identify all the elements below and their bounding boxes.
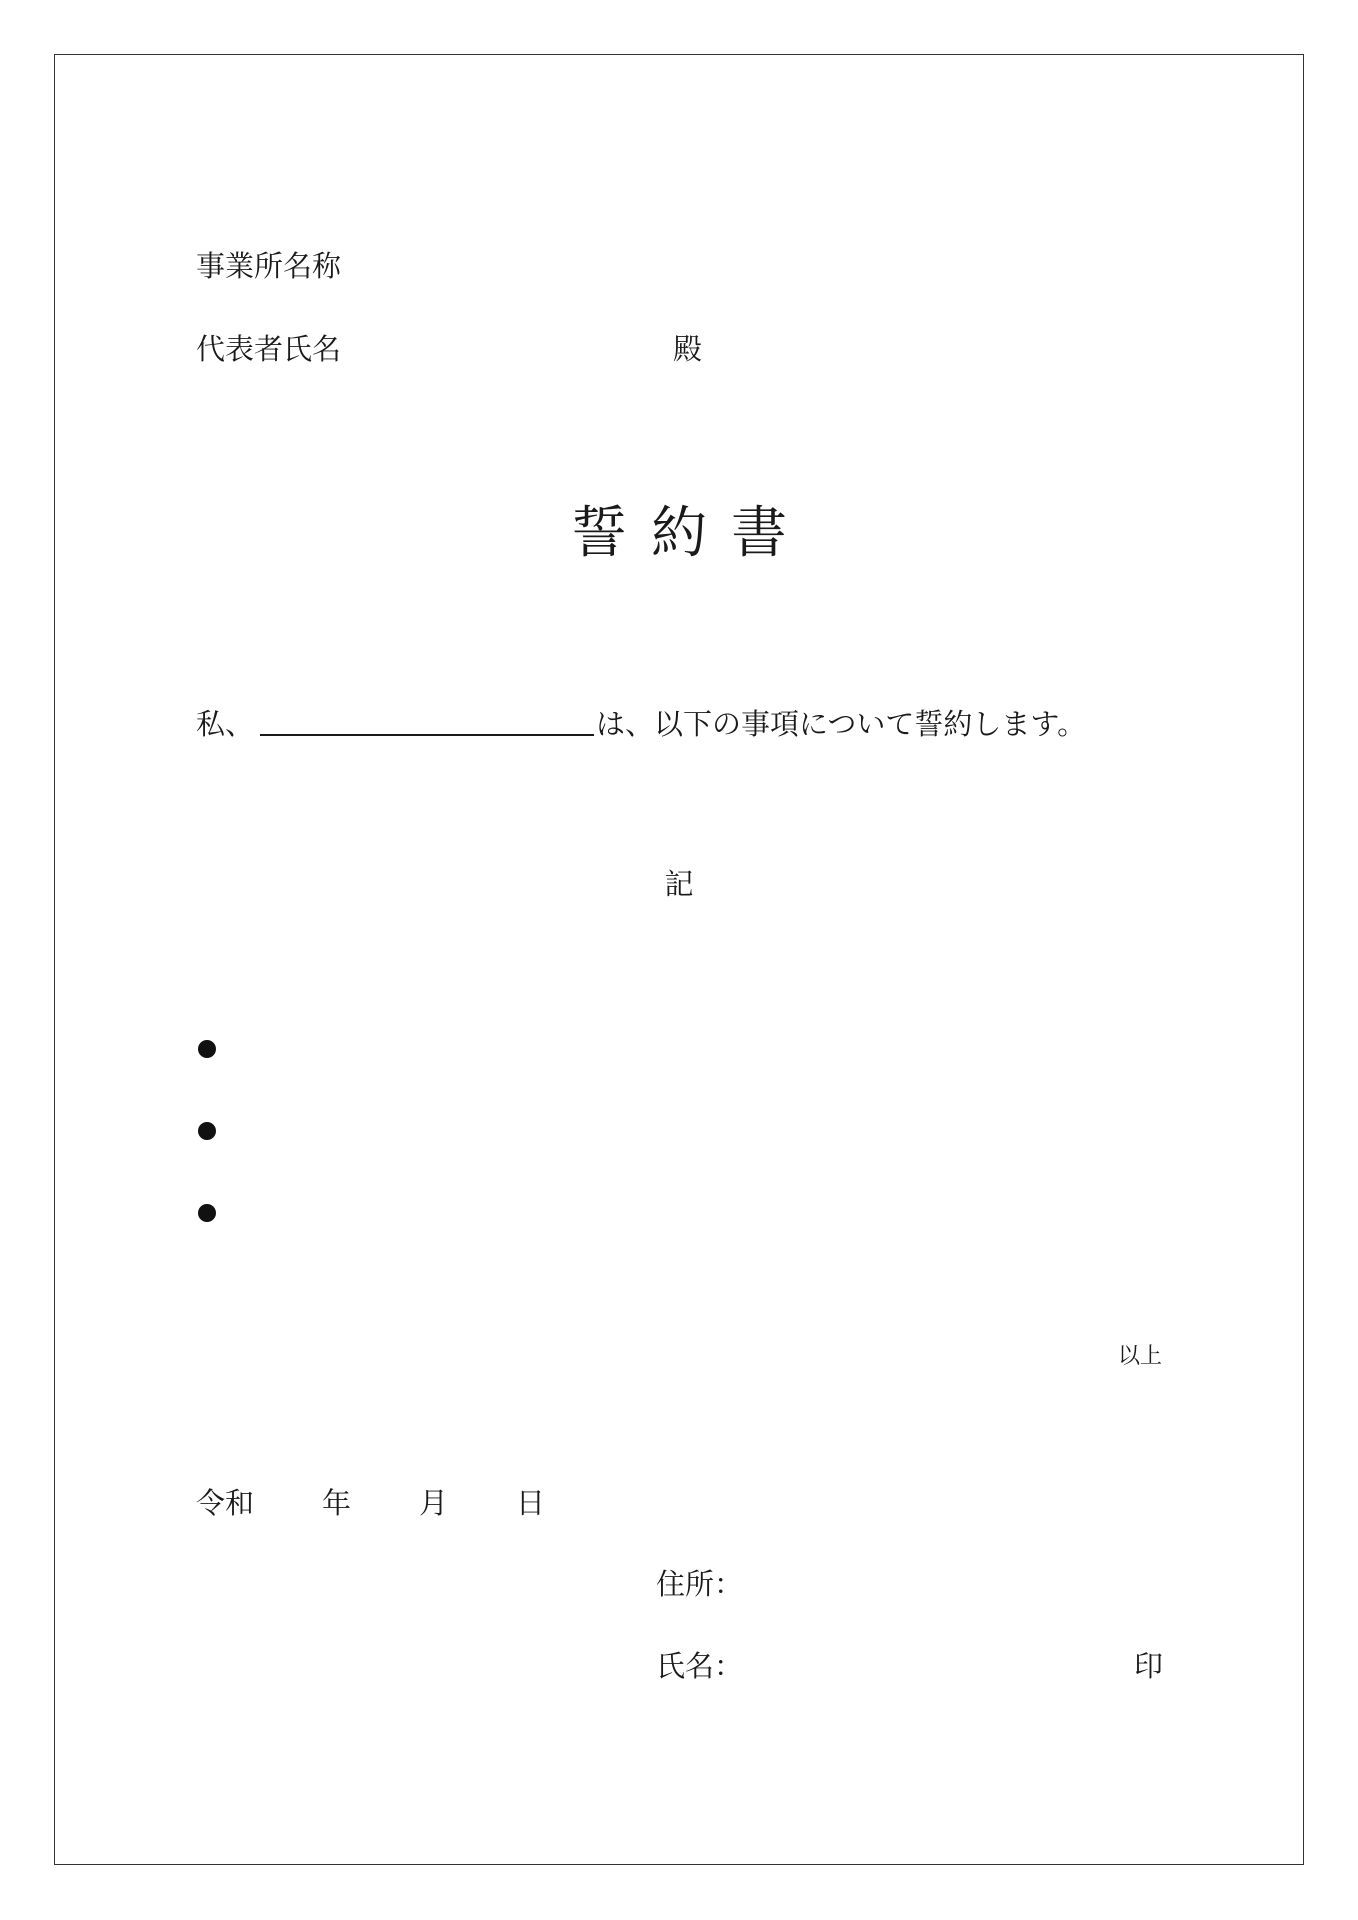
pledge-suffix: は、以下の事項について誓約します。 <box>596 707 1087 741</box>
pledge-prefix: 私、 <box>196 707 255 741</box>
pledge-sentence <box>196 704 1086 739</box>
representative-name-label: 代表者氏名 <box>196 332 342 366</box>
address-label: 住所： <box>656 1567 744 1601</box>
bullet-item <box>198 1122 216 1140</box>
month-label: 月 <box>419 1486 449 1520</box>
ki-heading: 記 <box>664 867 694 901</box>
signer-name-label: 氏名： <box>656 1649 744 1683</box>
bullet-item <box>198 1040 216 1058</box>
bullet-item <box>198 1204 216 1222</box>
year-label: 年 <box>322 1486 352 1520</box>
company-name-label: 事業所名称 <box>196 249 342 283</box>
honorific: 殿 <box>673 332 703 366</box>
name-blank-line <box>260 704 594 736</box>
document-title: 誓約書 <box>571 501 811 566</box>
date-line <box>196 1486 546 1520</box>
era-label: 令和 <box>196 1486 255 1520</box>
closing-text: 以上 <box>1118 1344 1163 1369</box>
day-label: 日 <box>516 1486 546 1520</box>
seal-label: 印 <box>1134 1649 1164 1683</box>
